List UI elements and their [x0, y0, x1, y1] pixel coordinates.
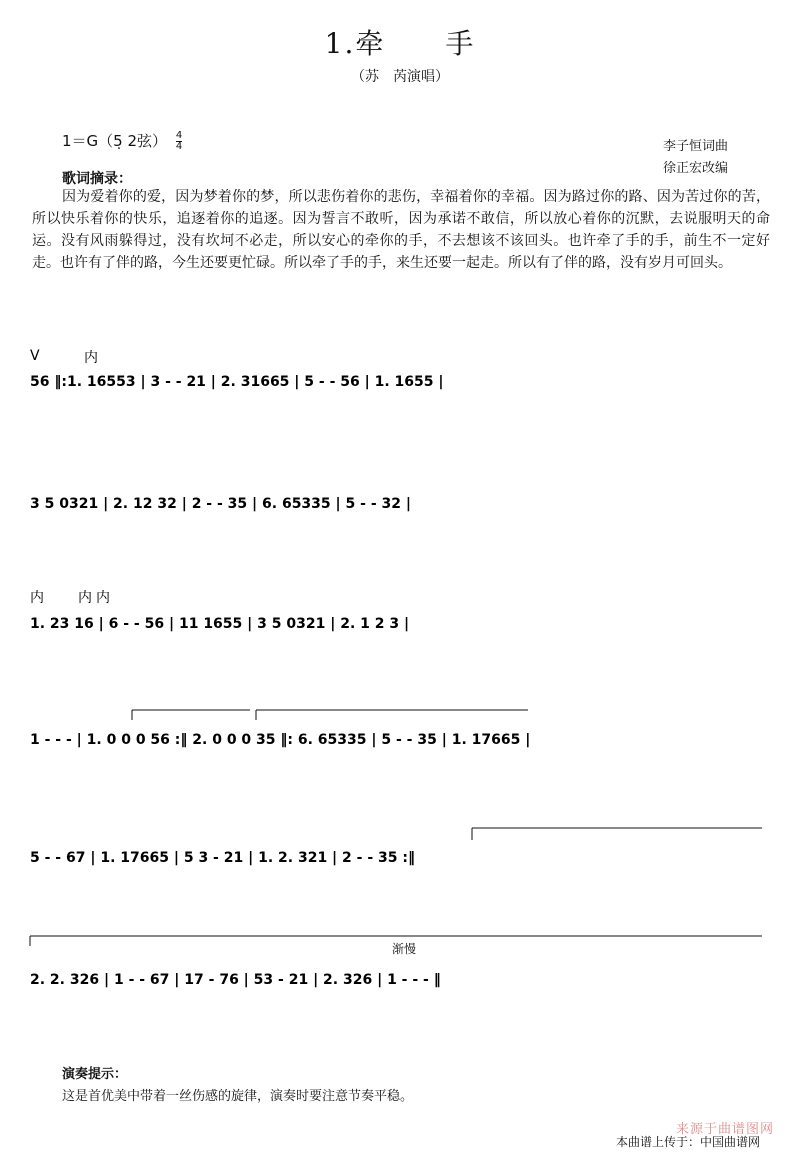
score-line-3 [28, 590, 772, 650]
watermark: 来源于曲谱图网 [676, 1122, 775, 1137]
score-line-6-text: 2. 2. 326 | 1 - - 67 | 17 - 76 | 53 - 21 | 2. 326 | 1 - - - ‖ [30, 972, 441, 988]
score-line-2-text: 3 5 0321 | 2. 12 32 | 2 - - 35 | 6. 65335 | 5 - - 32 | [30, 496, 411, 512]
composer-credit: 李子恒词曲 [662, 139, 728, 154]
lyrics-excerpt: 因为爱着你的爱，因为梦着你的梦，所以悲伤着你的悲伤，幸福着你的幸福。因为路过你的路、因为苦过你的苦，所以快乐着你的快乐，追逐着你的追逐。因为誓言不敢听，因为承诺不敢信，所以放心着你的沉默，去说服明天的命运。没有风雨躲得过，没有坎坷不必走，所以安心的牵你的手，不去想该不该回头。也许牵了手的手，前生不一定好走。也许有了伴的路，今生还要更忙碌。所以牵了手的手，来生还要一起走。所以有了伴的路，没有岁月可回头。 [32, 189, 770, 271]
svg-text:内: 内 [84, 350, 98, 366]
key-signature [62, 130, 182, 152]
time-signature: $\frac{4}{4}$ [175, 130, 183, 152]
score-line-2 [28, 476, 772, 536]
svg-text:内: 内 [96, 590, 110, 606]
score-line-4 [28, 706, 772, 766]
performer-credit: （苏 芮演唱） [351, 69, 449, 85]
score-line-5 [28, 826, 772, 886]
score-title: 1.牵 手 [324, 27, 476, 60]
svg-text:内: 内 [78, 590, 92, 606]
credits [663, 136, 728, 180]
key-text: 1＝G（5̣ 2弦） [62, 132, 168, 150]
score-line-1 [28, 346, 772, 406]
score-line-6 [28, 930, 772, 990]
score-line-1-text: 56 ‖:1. 16553 | 3 - - 21 | 2. 31665 | 5 - - 56 | 1. 1655 | [30, 374, 444, 390]
performance-tips-body: 这是首优美中带着一丝伤感的旋律，演奏时要注意节奏平稳。 [62, 1089, 414, 1104]
score-line-4-text: 1 - - - | 1. 0 0 0 56 :‖ 2. 0 0 0 35 ‖: 6. 65335 | 5 - - 35 | 1. 17665 | [30, 732, 531, 748]
score-line-5-text: 5 - - 67 | 1. 17665 | 5 3 - 21 | 1. 2. 321 | 2 - - 35 :‖ [30, 850, 415, 866]
svg-text:V: V [30, 348, 40, 364]
performance-tips-heading: 演奏提示： [62, 1067, 128, 1082]
tempo-marking: 渐慢 [392, 942, 417, 956]
svg-text:内: 内 [30, 590, 44, 606]
score-line-3-text: 1. 23 16 | 6 - - 56 | 11 1655 | 3 5 0321 | 2. 1 2 3 | [30, 616, 410, 632]
arranger-credit: 徐正宏改编 [662, 161, 728, 176]
lyrics-heading: 歌词摘录： [62, 171, 132, 187]
footer-source: 本曲谱上传于：中国曲谱网 [616, 1135, 761, 1149]
